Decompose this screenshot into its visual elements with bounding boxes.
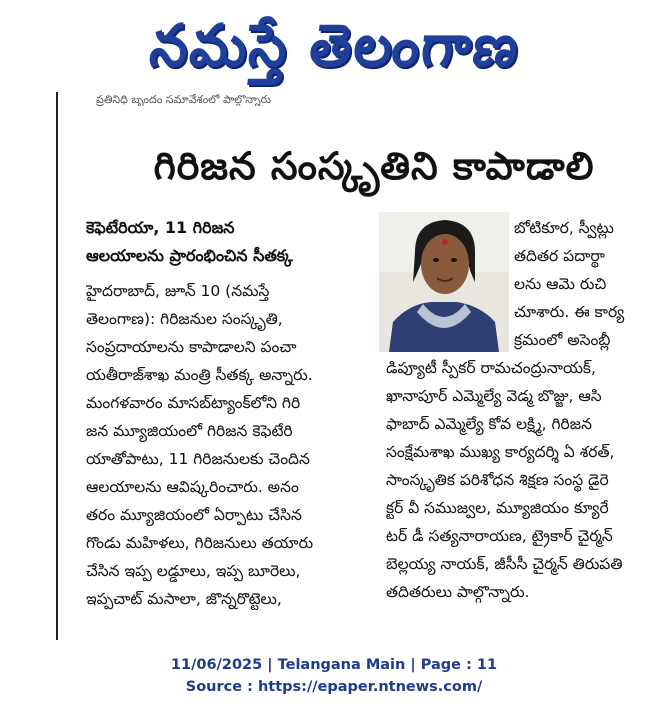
- footer-edition: Telangana Main: [277, 657, 406, 673]
- text-line: సంక్షేమశాఖ ముఖ్య కార్యదర్శి ఏ శరత్,: [386, 443, 615, 461]
- article-headline: గిరిజన సంస్కృతిని కాపాడాలి: [153, 144, 595, 188]
- portrait-image: [379, 212, 509, 352]
- text-line: సాంస్కృతిక పరిశోధన శిక్షణ సంస్థ డైరె: [386, 471, 609, 489]
- footer-source: Source : https://epaper.ntnews.com/: [185, 679, 483, 695]
- text-line: తరం మ్యూజియంలో ఏర్పాటు చేసిన: [86, 506, 302, 524]
- clipped-text-line: ప్రతినిధి బృందం సమావేశంలో పాల్గొన్నారు: [96, 94, 271, 106]
- article-column-right: [386, 354, 652, 606]
- text-line: యాతోపాటు, 11 గిరిజనులకు చెందిన: [86, 450, 310, 468]
- footer-separator: |: [267, 657, 273, 673]
- footer-date: 11/06/2025: [170, 657, 263, 673]
- article-column-right-top: [514, 214, 652, 354]
- text-line: డిప్యూటీ స్పీకర్ రామచంద్రునాయక్,: [386, 359, 596, 377]
- article-column-left: [86, 277, 372, 613]
- footer-page: Page : 11: [420, 657, 498, 673]
- text-line: సంప్రదాయాలను కాపాడాలని పంచా: [86, 338, 297, 356]
- text-line: తదితర పదార్థా: [514, 247, 605, 265]
- text-line: బోటికూర, స్వీట్లు: [514, 219, 614, 237]
- text-line: చూశారు. ఈ కార్య: [514, 303, 625, 321]
- text-line: బెల్లయ్య నాయక్, జీసీసీ చైర్మన్ తిరుపతి: [386, 555, 623, 573]
- text-line: క్టర్ వీ సముజ్వల, మ్యూజియం క్యూరే: [386, 499, 609, 517]
- text-line: మంగళవారం మాసబ్‌ట్యాంక్‌లోని గిరి: [86, 394, 301, 412]
- text-line: హైదరాబాద్, జూన్ 10 (నమస్తే: [86, 282, 270, 300]
- masthead-logo: [100, 4, 570, 88]
- article-subhead: [86, 214, 386, 270]
- text-line: ఆలయాలను ఆవిష్కరించారు. అనం: [86, 478, 299, 496]
- column-rule: [56, 92, 58, 640]
- subhead-line: కెఫెటేరియా, 11 గిరిజన: [86, 218, 235, 237]
- text-line: చేసిన ఇప్ప లడ్డూలు, ఇప్ప బూరెలు,: [86, 562, 301, 580]
- text-line: తెలంగాణ): గిరిజనుల సంస్కృతి,: [86, 310, 283, 328]
- text-line: యతీరాజ్‌శాఖ మంత్రి సీతక్క అన్నారు.: [86, 366, 313, 384]
- subhead-line: ఆలయాలను ప్రారంభించిన సీతక్క: [86, 246, 293, 265]
- text-line: జన మ్యూజియంలో గిరిజన కెఫెటేరి: [86, 422, 293, 440]
- text-line: టర్ డీ సత్యనారాయణ, ట్రైకార్ చైర్మన్: [386, 527, 613, 545]
- article-clipping: [56, 92, 652, 640]
- text-line: ఖానాపూర్ ఎమ్మెల్యే వెడ్మ బొజ్జు, ఆసి: [386, 387, 602, 405]
- minister-photo: [379, 212, 509, 352]
- footer-separator: |: [410, 657, 416, 673]
- text-line: గొండు మహిళలు, గిరిజనులు తయారు: [86, 534, 314, 552]
- masthead-title: నమస్తే తెలంగాణ: [146, 11, 524, 80]
- text-line: ఇప్పచాట్ మసాలా, జొన్నరొట్టెలు,: [86, 590, 282, 608]
- text-line: క్రమంలో అసెంబ్లీ: [514, 331, 611, 349]
- text-line: తదితరులు పాల్గొన్నారు.: [386, 583, 530, 601]
- page-footer: [0, 654, 668, 698]
- text-line: లను ఆమె రుచి: [514, 275, 607, 293]
- text-line: ఫాబాద్ ఎమ్మెల్యే కోవ లక్ష్మి, గిరిజన: [386, 415, 592, 433]
- footer-meta: [0, 654, 668, 676]
